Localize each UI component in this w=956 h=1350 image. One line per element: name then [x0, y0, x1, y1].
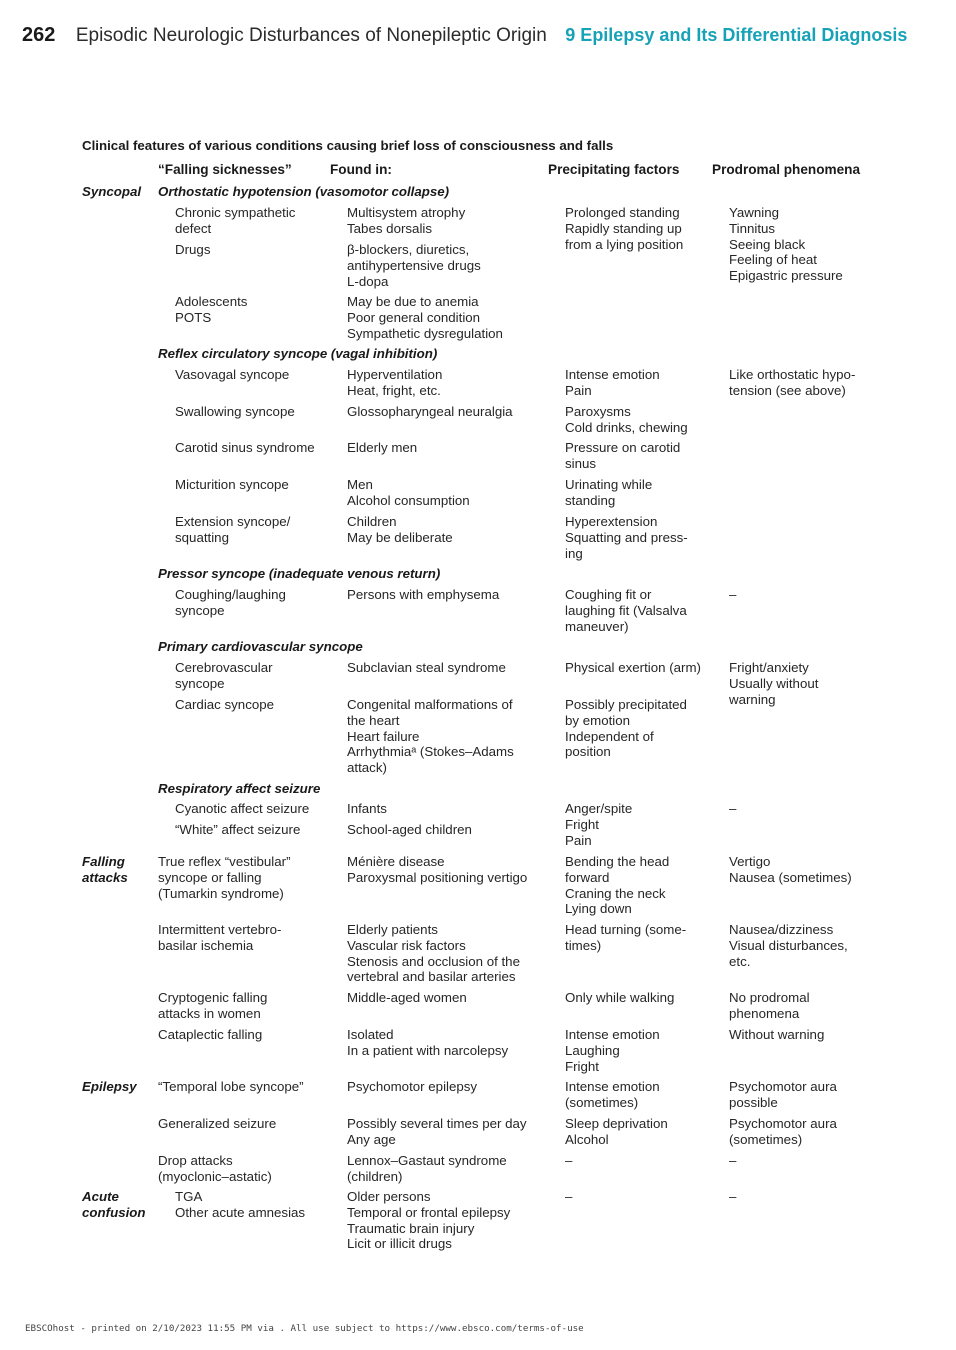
row-found-in: Men Alcohol consumption — [347, 477, 470, 508]
row-precipitating-factors: Sleep deprivation Alcohol — [565, 1116, 668, 1147]
subheading-cardiovascular: Primary cardiovascular syncope — [158, 639, 363, 654]
row-precipitating-factors: Paroxysms Cold drinks, chewing — [565, 404, 688, 435]
row-precipitating-factors: Intense emotion Pain — [565, 367, 660, 398]
row-found-in: β-blockers, diuretics, antihypertensive drugs L-dopa — [347, 242, 481, 289]
row-found-in: Elderly men — [347, 440, 418, 455]
footer-print-notice: EBSCOhost - printed on 2/10/2023 11:55 PM via . All use subject to https://www.ebsco.com/terms-of-use — [25, 1323, 584, 1334]
column-header-prodromal-phenomena: Prodromal phenomena — [712, 162, 861, 177]
row-prodromal-phenomena: Psychomotor aura possible — [729, 1079, 837, 1110]
row-condition-name: Intermittent vertebro- basilar ischemia — [158, 922, 282, 953]
row-condition-name: Cerebrovascular syncope — [175, 660, 273, 691]
row-prodromal-phenomena: Vertigo Nausea (sometimes) — [729, 854, 852, 885]
row-found-in: Ménière disease Paroxysmal positioning vertigo — [347, 854, 528, 885]
subheading-orthostatic: Orthostatic hypotension (vasomotor collapse) — [158, 184, 450, 199]
row-condition-name: Cyanotic affect seizure — [175, 801, 310, 816]
row-condition-name: Micturition syncope — [175, 477, 289, 492]
row-precipitating-factors: Hyperextension Squatting and press- ing — [565, 514, 688, 561]
row-condition-name: “White” affect seizure — [175, 822, 301, 837]
row-condition-name: True reflex “vestibular” syncope or falling (Tumarkin syndrome) — [158, 854, 291, 901]
row-condition-name: Generalized seizure — [158, 1116, 277, 1131]
row-precipitating-factors: – — [565, 1153, 573, 1168]
row-prodromal-phenomena: Without warning — [729, 1027, 825, 1042]
subheading-reflex: Reflex circulatory syncope (vagal inhibition) — [158, 346, 438, 361]
row-condition-name: Carotid sinus syndrome — [175, 440, 315, 455]
row-found-in: Children May be deliberate — [347, 514, 453, 545]
row-condition-name: Chronic sympathetic defect — [175, 205, 296, 236]
row-found-in: Isolated In a patient with narcolepsy — [347, 1027, 509, 1058]
row-precipitating-factors: Bending the head forward Craning the neck Lying down — [565, 854, 670, 917]
column-header-precipitating-factors: Precipitating factors — [548, 162, 680, 177]
row-precipitating-factors: Pressure on carotid sinus — [565, 440, 681, 471]
row-prodromal-phenomena: – — [729, 801, 737, 816]
row-found-in: Hyperventilation Heat, fright, etc. — [347, 367, 443, 398]
row-prodromal-phenomena: No prodromal phenomena — [729, 990, 810, 1021]
row-condition-name: Coughing/laughing syncope — [175, 587, 286, 618]
row-found-in: Subclavian steal syndrome — [347, 660, 506, 675]
row-prodromal-phenomena: – — [729, 1189, 737, 1204]
category-syncopal: Syncopal — [82, 184, 142, 199]
row-condition-name: Drop attacks (myoclonic–astatic) — [158, 1153, 272, 1184]
category-falling-attacks: Falling attacks — [82, 854, 128, 885]
page-number: 262 — [22, 24, 56, 46]
running-title: Episodic Neurologic Disturbances of Nonepileptic Origin — [75, 25, 547, 46]
row-condition-name: Cataplectic falling — [158, 1027, 263, 1042]
row-precipitating-factors: Prolonged standing Rapidly standing up from a lying position — [565, 205, 684, 252]
row-prodromal-phenomena: Psychomotor aura (sometimes) — [729, 1116, 837, 1147]
row-found-in: School-aged children — [347, 822, 472, 837]
category-epilepsy: Epilepsy — [82, 1079, 137, 1094]
row-found-in: Older persons Temporal or frontal epilepsy Traumatic brain injury Licit or illicit drugs — [347, 1189, 511, 1252]
subheading-pressor: Pressor syncope (inadequate venous return) — [158, 566, 441, 581]
row-found-in: Lennox–Gastaut syndrome (children) — [347, 1153, 507, 1184]
row-found-in: Middle-aged women — [347, 990, 467, 1005]
row-condition-name: Extension syncope/ squatting — [175, 514, 291, 545]
row-prodromal-phenomena: – — [729, 1153, 737, 1168]
row-prodromal-phenomena: Like orthostatic hypo- tension (see above) — [729, 367, 856, 398]
row-precipitating-factors: Only while walking — [565, 990, 675, 1005]
row-condition-name: Drugs — [175, 242, 211, 257]
row-precipitating-factors: Intense emotion Laughing Fright — [565, 1027, 660, 1074]
row-prodromal-phenomena: Fright/anxiety Usually without warning — [729, 660, 819, 707]
row-condition-name: TGA Other acute amnesias — [175, 1189, 306, 1220]
row-prodromal-phenomena: Yawning Tinnitus Seeing black Feeling of heat Epigastric pressure — [729, 205, 843, 284]
row-found-in: Possibly several times per day Any age — [347, 1116, 527, 1147]
row-precipitating-factors: Physical exertion (arm) — [565, 660, 701, 675]
row-condition-name: Cardiac syncope — [175, 697, 275, 712]
row-condition-name: “Temporal lobe syncope” — [158, 1079, 304, 1094]
row-found-in: Persons with emphysema — [347, 587, 500, 602]
chapter-title: 9 Epilepsy and Its Differential Diagnosis — [565, 25, 908, 45]
row-found-in: Multisystem atrophy Tabes dorsalis — [347, 205, 466, 236]
subheading-respiratory: Respiratory affect seizure — [158, 781, 321, 796]
row-condition-name: Swallowing syncope — [175, 404, 295, 419]
row-precipitating-factors: Possibly precipitated by emotion Independent of position — [565, 697, 687, 760]
row-found-in: Congenital malformations of the heart Heart failure Arrhythmiaᵃ (Stokes–Adams attack) — [347, 697, 514, 776]
row-condition-name: Adolescents POTS — [175, 294, 248, 325]
row-precipitating-factors: – — [565, 1189, 573, 1204]
row-precipitating-factors: Coughing fit or laughing fit (Valsalva maneuver) — [565, 587, 687, 634]
row-found-in: Glossopharyngeal neuralgia — [347, 404, 513, 419]
row-prodromal-phenomena: Nausea/dizziness Visual disturbances, etc. — [729, 922, 848, 969]
row-found-in: Psychomotor epilepsy — [347, 1079, 478, 1094]
row-condition-name: Vasovagal syncope — [175, 367, 290, 382]
column-header-falling-sicknesses: “Falling sicknesses” — [158, 162, 292, 177]
row-found-in: Elderly patients Vascular risk factors Stenosis and occlusion of the vertebral and basilar arteries — [347, 922, 520, 985]
row-found-in: May be due to anemia Poor general condition Sympathetic dysregulation — [347, 294, 503, 341]
column-header-found-in: Found in: — [330, 162, 392, 177]
row-condition-name: Cryptogenic falling attacks in women — [158, 990, 268, 1021]
row-found-in: Infants — [347, 801, 387, 816]
category-acute-confusion: Acute confusion — [82, 1189, 146, 1220]
row-precipitating-factors: Intense emotion (sometimes) — [565, 1079, 660, 1110]
row-prodromal-phenomena: – — [729, 587, 737, 602]
row-precipitating-factors: Urinating while standing — [565, 477, 653, 508]
row-precipitating-factors: Anger/spite Fright Pain — [565, 801, 633, 848]
table-title: Clinical features of various conditions causing brief loss of consciousness and falls — [82, 138, 614, 153]
row-precipitating-factors: Head turning (some- times) — [565, 922, 687, 953]
page-header — [22, 24, 907, 47]
